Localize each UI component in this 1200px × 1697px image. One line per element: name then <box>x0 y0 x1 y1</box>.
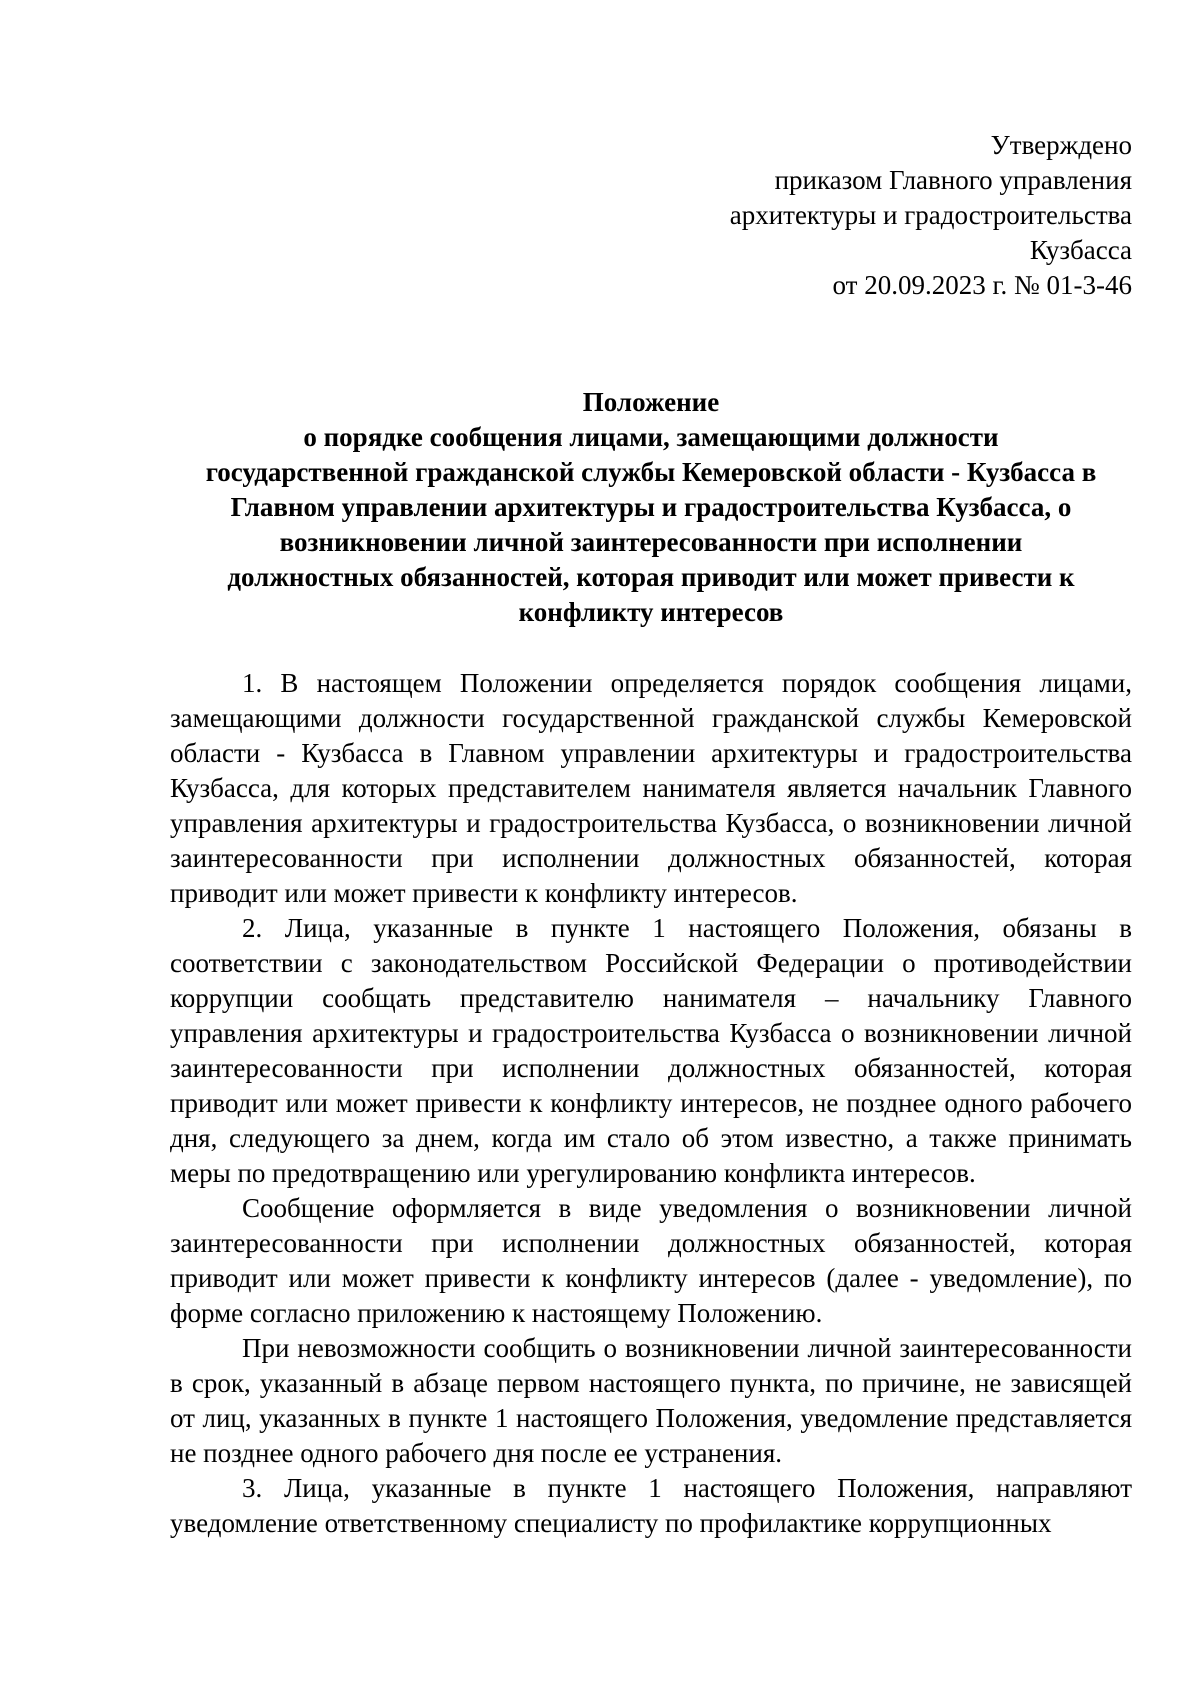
approval-line: от 20.09.2023 г. № 01-3-46 <box>832 270 1132 300</box>
body-paragraph: При невозможности сообщить о возникновении личной заинтересованности в срок, указанный в абзаце первом настоящего пункта, по причине, не зависящей от лиц, указанных в пункте 1 настоящего Положения, уведомление представляется не позднее одного рабочего дня после ее устранения. <box>170 1333 1132 1468</box>
document-title <box>170 385 1132 630</box>
title-line: возникновении личной заинтересованности при исполнении <box>279 527 1023 557</box>
title-line: Главном управлении архитектуры и градостроительства Кузбасса, о <box>230 492 1072 522</box>
approval-line: Кузбасса <box>1029 235 1132 265</box>
title-line: конфликту интересов <box>518 597 784 627</box>
title-line: государственной гражданской службы Кемеровской области - Кузбасса в <box>205 457 1097 487</box>
approval-line: архитектуры и градостроительства <box>729 200 1132 230</box>
title-line: Положение <box>582 387 720 417</box>
body-paragraph: Сообщение оформляется в виде уведомления о возникновении личной заинтересованности при исполнении должностных обязанностей, которая приводит или может привести к конфликту интересов (далее - уведомление), по форме согласно приложению к настоящему Положению. <box>170 1193 1132 1328</box>
title-line: о порядке сообщения лицами, замещающими должности <box>303 422 999 452</box>
approval-stamp <box>170 128 1132 303</box>
body-paragraph: 3. Лица, указанные в пункте 1 настоящего Положения, направляют уведомление ответственному специалисту по профилактике коррупционных <box>170 1473 1132 1538</box>
approval-line: приказом Главного управления <box>774 165 1132 195</box>
document-page <box>170 128 1132 1541</box>
approval-line: Утверждено <box>990 130 1132 160</box>
title-line: должностных обязанностей, которая приводит или может привести к <box>227 562 1075 592</box>
document-body <box>170 666 1132 1541</box>
body-paragraph: 1. В настоящем Положении определяется порядок сообщения лицами, замещающими должности государственной гражданской службы Кемеровской области - Кузбасса в Главном управлении архитектуры и градостроительства Кузбасса, для которых представителем нанимателя является начальник Главного управления архитектуры и градостроительства Кузбасса, о возникновении личной заинтересованности при исполнении должностных обязанностей, которая приводит или может привести к конфликту интересов. <box>170 668 1132 908</box>
body-paragraph: 2. Лица, указанные в пункте 1 настоящего Положения, обязаны в соответствии с законодательством Российской Федерации о противодействии коррупции сообщать представителю нанимателя – начальнику Главного управления архитектуры и градостроительства Кузбасса о возникновении личной заинтересованности при исполнении должностных обязанностей, которая приводит или может привести к конфликту интересов, не позднее одного рабочего дня, следующего за днем, когда им стало об этом известно, а также принимать меры по предотвращению или урегулированию конфликта интересов. <box>170 913 1132 1188</box>
